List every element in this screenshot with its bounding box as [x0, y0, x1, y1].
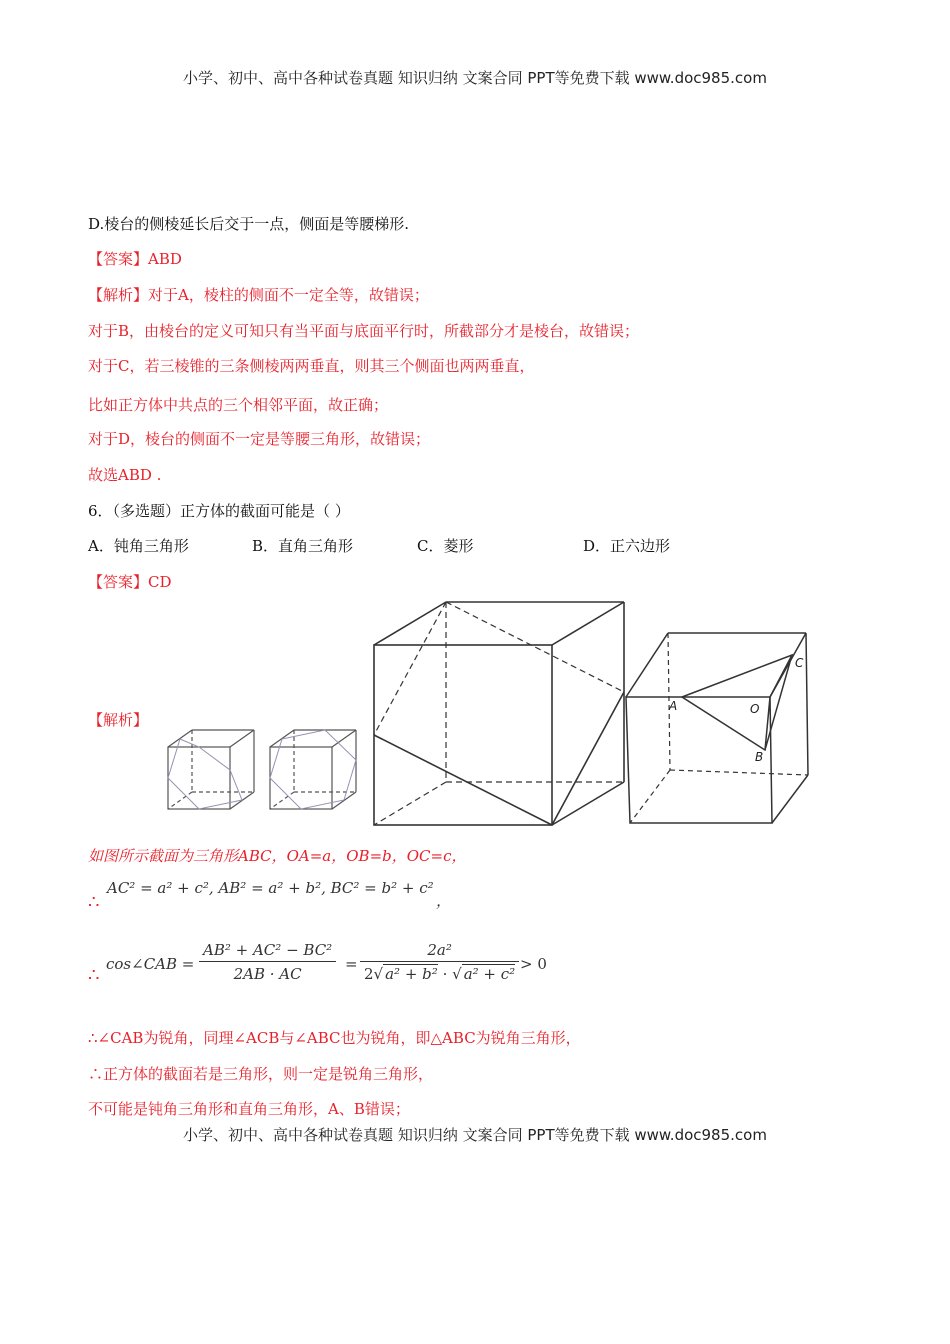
fraction-2-den-coef: 2	[364, 965, 374, 983]
q6-stem: 6．（多选题）正方体的截面可能是（ ）	[88, 502, 350, 520]
fraction-2-den-root-2: a² + c²	[463, 965, 516, 983]
small-cube-hexagon-section	[168, 730, 254, 809]
fraction-2-den-dot: ·	[442, 965, 448, 983]
q6-analysis-label: 【解析】	[88, 711, 149, 729]
q6-conclusion-2: ∴正方体的截面若是三角形，则一定是锐角三角形，	[88, 1065, 434, 1083]
therefore-1: ∴	[88, 892, 100, 913]
q6-option-c: C．菱形	[417, 537, 474, 555]
q5-answer-value: ABD	[148, 250, 182, 268]
fraction-1-numerator: AB² + AC² − BC²	[199, 941, 336, 962]
q5-answer-label: 【答案】	[88, 250, 149, 268]
q6-conclusion-1: ∴∠CAB为锐角，同理∠ACB与∠ABC也为锐角，即△ABC为锐角三角形，	[88, 1029, 581, 1047]
q6-option-a: A．钝角三角形	[88, 537, 189, 555]
q5-analysis-line-4: 比如正方体中共点的三个相邻平面，故正确；	[88, 396, 389, 414]
small-cube-rhombus-section	[270, 730, 356, 809]
equation-cos-fraction-2	[360, 941, 519, 983]
q6-conclusion-3: 不可能是钝角三角形和直角三角形，A、B错误；	[88, 1100, 410, 1118]
equation-side-lengths: AC² = a² + c², AB² = a² + b², BC² = b² + c²	[107, 879, 434, 897]
right-cube-triangle-section	[626, 633, 808, 823]
page-footer: 小学、初中、高中各种试卷真题 知识归纳 文案合同 PPT等免费下载 www.doc985.com	[183, 1126, 767, 1144]
equation-cos-fraction-1	[199, 941, 336, 983]
q5-analysis-line-3: 对于C，若三棱锥的三条侧棱两两垂直，则其三个侧面也两两垂直，	[88, 357, 535, 375]
q5-analysis-line-2: 对于B，由棱台的定义可知只有当平面与底面平行时，所截部分才是棱台，故错误；	[88, 322, 640, 340]
q5-analysis-label: 【解析】	[88, 286, 149, 304]
therefore-2: ∴	[88, 965, 100, 986]
page-header: 小学、初中、高中各种试卷真题 知识归纳 文案合同 PPT等免费下载 www.doc985.com	[183, 69, 767, 87]
q5-analysis-text-1: 对于A，棱柱的侧面不一定全等，故错误；	[148, 286, 429, 304]
q6-analysis-intro: 如图所示截面为三角形ABC，OA=a，OB=b，OC=c，	[88, 847, 467, 865]
big-cube-section	[374, 602, 624, 825]
label-o: O	[750, 702, 760, 716]
fraction-2-numerator: 2a²	[360, 941, 519, 962]
fraction-2-den-root-1: a² + b²	[385, 965, 438, 983]
fraction-2-denominator: 2√ a² + b² · √ a² + c²	[364, 965, 516, 983]
q6-answer-value: CD	[148, 573, 172, 591]
label-b: B	[755, 750, 764, 764]
q5-option-d: D.棱台的侧棱延长后交于一点，侧面是等腰梯形.	[88, 215, 410, 233]
q6-option-b: B．直角三角形	[252, 537, 354, 555]
equation-side-lengths-tail: ，	[436, 892, 452, 910]
q6-answer-label: 【答案】	[88, 573, 149, 591]
q5-analysis-line-6: 故选ABD .	[88, 466, 162, 484]
equation-greater-than-zero: > 0	[520, 955, 547, 973]
equation-cos-lhs: cos∠CAB =	[106, 955, 195, 973]
fraction-1-denominator: 2AB · AC	[233, 965, 302, 983]
label-a: A	[669, 699, 678, 713]
label-c: C	[795, 656, 804, 670]
equation-equals: =	[345, 955, 358, 973]
q6-option-d: D．正六边形	[583, 537, 671, 555]
q5-analysis-line-5: 对于D，棱台的侧面不一定是等腰三角形，故错误；	[88, 430, 431, 448]
